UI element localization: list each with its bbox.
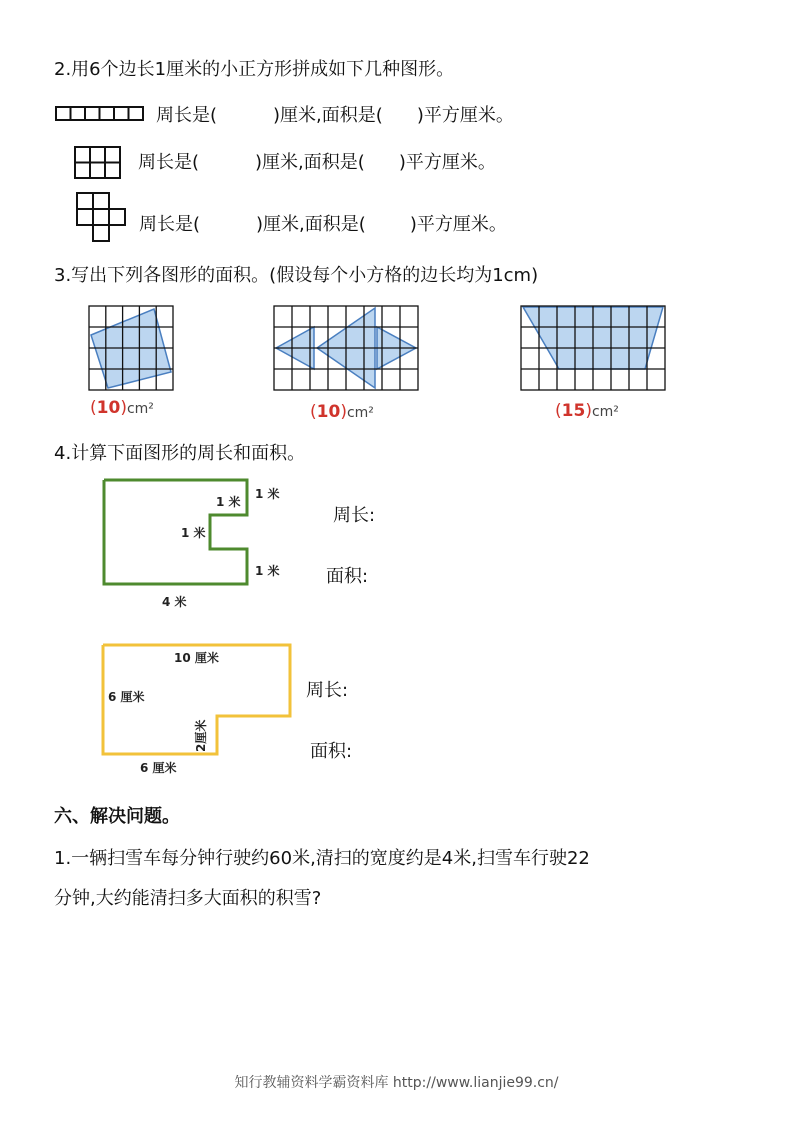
q3-title: 3.写出下列各图形的面积。(假设每个小方格的边长均为1cm)	[54, 265, 539, 286]
q2-title: 2.用6个边长1厘米的小正方形拼成如下几种图形。	[54, 59, 455, 80]
answer-b	[310, 402, 374, 422]
label-right-bottom: 1 米	[255, 564, 280, 578]
q2-row2	[138, 151, 496, 175]
q2-row2-end: )平方厘米。	[398, 152, 496, 173]
shape1-area: 面积:	[326, 566, 369, 587]
q2-row1-mid: )厘米,面积是(	[273, 105, 383, 126]
answer-a	[90, 398, 154, 418]
answer-a-unit: cm²	[126, 401, 154, 417]
answer-b-close: )	[340, 402, 347, 422]
answer-c	[555, 401, 619, 421]
label-left: 6 厘米	[108, 690, 145, 704]
q2-row3-perim-label: 周长是(	[139, 214, 201, 235]
section6-q1-line1: 1.一辆扫雪车每分钟行驶约60米,清扫的宽度约是4米,扫雪车行驶22	[54, 848, 590, 869]
cross-figure	[76, 192, 126, 242]
q2-row3-mid: )厘米,面积是(	[256, 214, 366, 235]
q2-row3-end: )平方厘米。	[409, 214, 507, 235]
footer-text: 知行教辅资料学霸资料库 http://www.lianjie99.cn/	[234, 1075, 559, 1091]
answer-b-open: (	[310, 402, 317, 422]
q2-row1-perim-label: 周长是(	[156, 105, 218, 126]
answer-c-value: 15	[561, 401, 586, 421]
q2-row2-mid: )厘米,面积是(	[255, 152, 365, 173]
answer-b-value: 10	[316, 402, 341, 422]
q2-row3	[139, 213, 507, 237]
answer-a-close: )	[120, 398, 127, 418]
shape1-perimeter: 周长:	[333, 505, 376, 526]
label-bottom: 4 米	[162, 595, 187, 609]
answer-a-open: (	[90, 398, 97, 418]
answer-c-close: )	[585, 401, 592, 421]
answer-a-value: 10	[96, 398, 121, 418]
section6-q1-line2: 分钟,大约能清扫多大面积的积雪?	[54, 888, 322, 909]
q4-title: 4.计算下面图形的周长和面积。	[54, 443, 306, 464]
grid-3x2-figure	[74, 146, 122, 180]
strip-figure	[55, 106, 145, 122]
answer-b-unit: cm²	[346, 405, 374, 421]
grid-figure-c	[520, 305, 666, 391]
label-left-inner: 1 米	[181, 526, 206, 540]
q2-row1-end: )平方厘米。	[416, 105, 514, 126]
label-right-top: 1 米	[255, 487, 280, 501]
label-top: 10 厘米	[174, 651, 219, 665]
section6-heading: 六、解决问题。	[54, 806, 180, 827]
grid-figure-b	[273, 305, 419, 391]
answer-c-unit: cm²	[591, 404, 619, 420]
q2-row2-perim-label: 周长是(	[138, 152, 200, 173]
shape2-area: 面积:	[310, 741, 353, 762]
green-shape-figure	[100, 476, 252, 588]
answer-c-open: (	[555, 401, 562, 421]
q2-row1	[156, 104, 514, 128]
grid-figure-a	[88, 305, 174, 391]
label-bottom-2: 6 厘米	[140, 761, 177, 775]
label-top-inner: 1 米	[216, 495, 241, 509]
label-inner: 2厘米	[194, 719, 208, 752]
shape2-perimeter: 周长:	[306, 680, 349, 701]
